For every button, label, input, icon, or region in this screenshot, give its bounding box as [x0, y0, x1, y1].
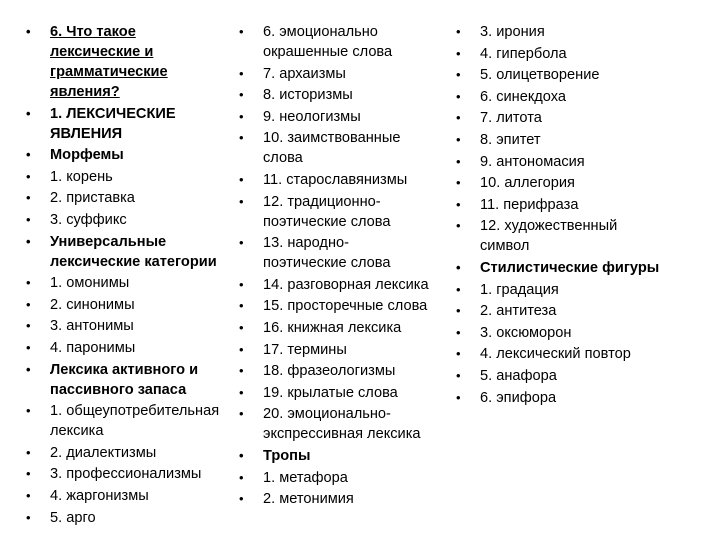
- list-item-line: 8. историзмы: [263, 87, 353, 104]
- list-item-line: Морфемы: [50, 147, 124, 164]
- list-item: [235, 192, 457, 232]
- list-item: [235, 404, 457, 444]
- list-item-line: 1. ЛЕКСИЧЕСКИЕ: [50, 105, 176, 122]
- list-item-line: явления?: [50, 84, 120, 100]
- list-item: [22, 486, 242, 506]
- list-item-line: 11. перифраза: [480, 196, 579, 213]
- list-item-line: Универсальные: [50, 233, 167, 250]
- bullet-list-2: [235, 22, 457, 509]
- list-item-line: 1. градация: [480, 281, 559, 298]
- list-item-line: 5. анафора: [480, 367, 557, 384]
- list-item: [235, 128, 457, 168]
- list-item-line: 2. приставка: [50, 190, 135, 207]
- list-heading: [22, 104, 242, 144]
- list-item: [235, 318, 457, 338]
- list-item: [235, 296, 457, 316]
- list-item: [22, 167, 242, 187]
- list-item: [235, 340, 457, 360]
- list-item: [22, 295, 242, 315]
- list-item-line: 3. профессионализмы: [50, 466, 202, 483]
- list-column-3: [452, 22, 714, 409]
- list-item: [235, 233, 457, 273]
- list-item-line: 6. Что такое: [50, 24, 136, 40]
- list-item-line: 15. просторечные слова: [263, 298, 428, 315]
- bullet-list-1: [22, 22, 242, 528]
- list-item-line: 10. аллегория: [480, 175, 575, 192]
- list-item-line: лексические категории: [50, 253, 217, 270]
- list-item-line: 7. литота: [480, 110, 542, 127]
- list-item-line: 12. традиционно-: [263, 193, 381, 210]
- list-heading: [22, 145, 242, 165]
- list-heading: [22, 232, 242, 272]
- list-item-line: окрашенные слова: [263, 44, 393, 60]
- list-item-line: 8. эпитет: [480, 131, 541, 148]
- list-item: [235, 275, 457, 295]
- list-item-line: 4. лексический повтор: [480, 346, 631, 363]
- list-item: [22, 273, 242, 293]
- list-item: [22, 210, 242, 230]
- list-item-line: 1. общеупотребительная: [50, 403, 220, 420]
- list-heading: [452, 258, 714, 278]
- list-item: [452, 173, 714, 193]
- list-item: [22, 443, 242, 463]
- list-item-line: поэтические слова: [263, 255, 391, 272]
- list-column-1: [22, 22, 242, 529]
- list-item-line: 2. метонимия: [263, 491, 354, 508]
- list-item-line: ЯВЛЕНИЯ: [50, 125, 123, 142]
- list-item: [452, 87, 714, 107]
- list-item-line: 3. ирония: [480, 24, 545, 40]
- list-item: [22, 508, 242, 528]
- list-item-line: экспрессивная лексика: [263, 426, 421, 443]
- list-item: [235, 489, 457, 509]
- list-item-line: 13. народно-: [263, 235, 349, 252]
- list-item: [22, 188, 242, 208]
- list-item-line: 10. заимствованные: [263, 130, 401, 147]
- list-item-line: 1. омонимы: [50, 275, 130, 292]
- list-item-line: 9. неологизмы: [263, 108, 361, 125]
- list-item-line: Лексика активного и: [50, 361, 199, 378]
- list-item: [452, 323, 714, 343]
- list-item-line: 6. эпифора: [480, 389, 557, 406]
- list-item-line: 5. арго: [50, 509, 96, 526]
- list-item-line: 6. эмоционально: [263, 24, 378, 40]
- list-item: [452, 344, 714, 364]
- list-item-line: 4. жаргонизмы: [50, 487, 149, 504]
- list-item-line: 2. антитеза: [480, 303, 557, 320]
- bullet-list-3: [452, 22, 714, 408]
- list-item: [452, 22, 714, 42]
- list-item-line: 4. паронимы: [50, 339, 136, 356]
- list-item: [22, 464, 242, 484]
- list-item-line: 2. синонимы: [50, 296, 135, 313]
- list-item-line: поэтические слова: [263, 213, 391, 230]
- list-item: [235, 85, 457, 105]
- list-item-line: слова: [263, 150, 303, 167]
- list-item: [452, 152, 714, 172]
- list-item: [452, 65, 714, 85]
- list-item-line: 3. антонимы: [50, 318, 134, 335]
- list-item: [235, 64, 457, 84]
- list-item-line: лексические и: [50, 44, 154, 60]
- list-item-line: Тропы: [263, 447, 311, 464]
- list-item-line: 6. синекдоха: [480, 88, 566, 105]
- list-item-line: 17. термины: [263, 341, 347, 358]
- list-item: [452, 44, 714, 64]
- list-item-line: 3. оксюморон: [480, 324, 572, 341]
- list-item: [452, 301, 714, 321]
- list-item-line: 18. фразеологизмы: [263, 363, 396, 380]
- list-item-line: 19. крылатые слова: [263, 384, 398, 401]
- list-item-line: лексика: [50, 423, 104, 440]
- list-item-line: пассивного запаса: [50, 381, 187, 398]
- list-item-line: 11. старославянизмы: [263, 171, 408, 188]
- list-item: [452, 388, 714, 408]
- list-item: [452, 108, 714, 128]
- list-item-line: 1. метафора: [263, 469, 348, 486]
- list-item: [22, 316, 242, 336]
- list-item: [452, 195, 714, 215]
- list-item: [452, 216, 714, 256]
- list-item-line: 9. антономасия: [480, 153, 585, 170]
- list-item: [235, 170, 457, 190]
- list-heading: [22, 22, 242, 102]
- list-item-line: 3. суффикс: [50, 211, 127, 228]
- list-heading: [22, 360, 242, 400]
- list-item-line: 14. разговорная лексика: [263, 276, 429, 293]
- list-item-line: 12. художественный: [480, 218, 618, 235]
- list-item: [452, 280, 714, 300]
- list-column-2: [235, 22, 457, 511]
- list-item: [235, 468, 457, 488]
- list-item-line: 5. олицетворение: [480, 67, 600, 84]
- list-heading: [235, 446, 457, 466]
- list-item-line: 2. диалектизмы: [50, 444, 157, 461]
- list-item-line: символ: [480, 238, 530, 255]
- list-item: [235, 107, 457, 127]
- list-item: [235, 383, 457, 403]
- list-item-line: 1. корень: [50, 168, 113, 185]
- list-item: [452, 366, 714, 386]
- list-item-line: 16. книжная лексика: [263, 319, 402, 336]
- list-item: [22, 401, 242, 441]
- list-item: [235, 361, 457, 381]
- list-item: [235, 22, 457, 62]
- list-item: [22, 338, 242, 358]
- list-item-line: Стилистические фигуры: [480, 259, 660, 276]
- list-item-line: 20. эмоционально-: [263, 406, 391, 423]
- list-item-line: 4. гипербола: [480, 45, 567, 62]
- list-item-line: грамматические: [50, 64, 168, 80]
- list-item: [452, 130, 714, 150]
- list-item-line: 7. архаизмы: [263, 65, 346, 82]
